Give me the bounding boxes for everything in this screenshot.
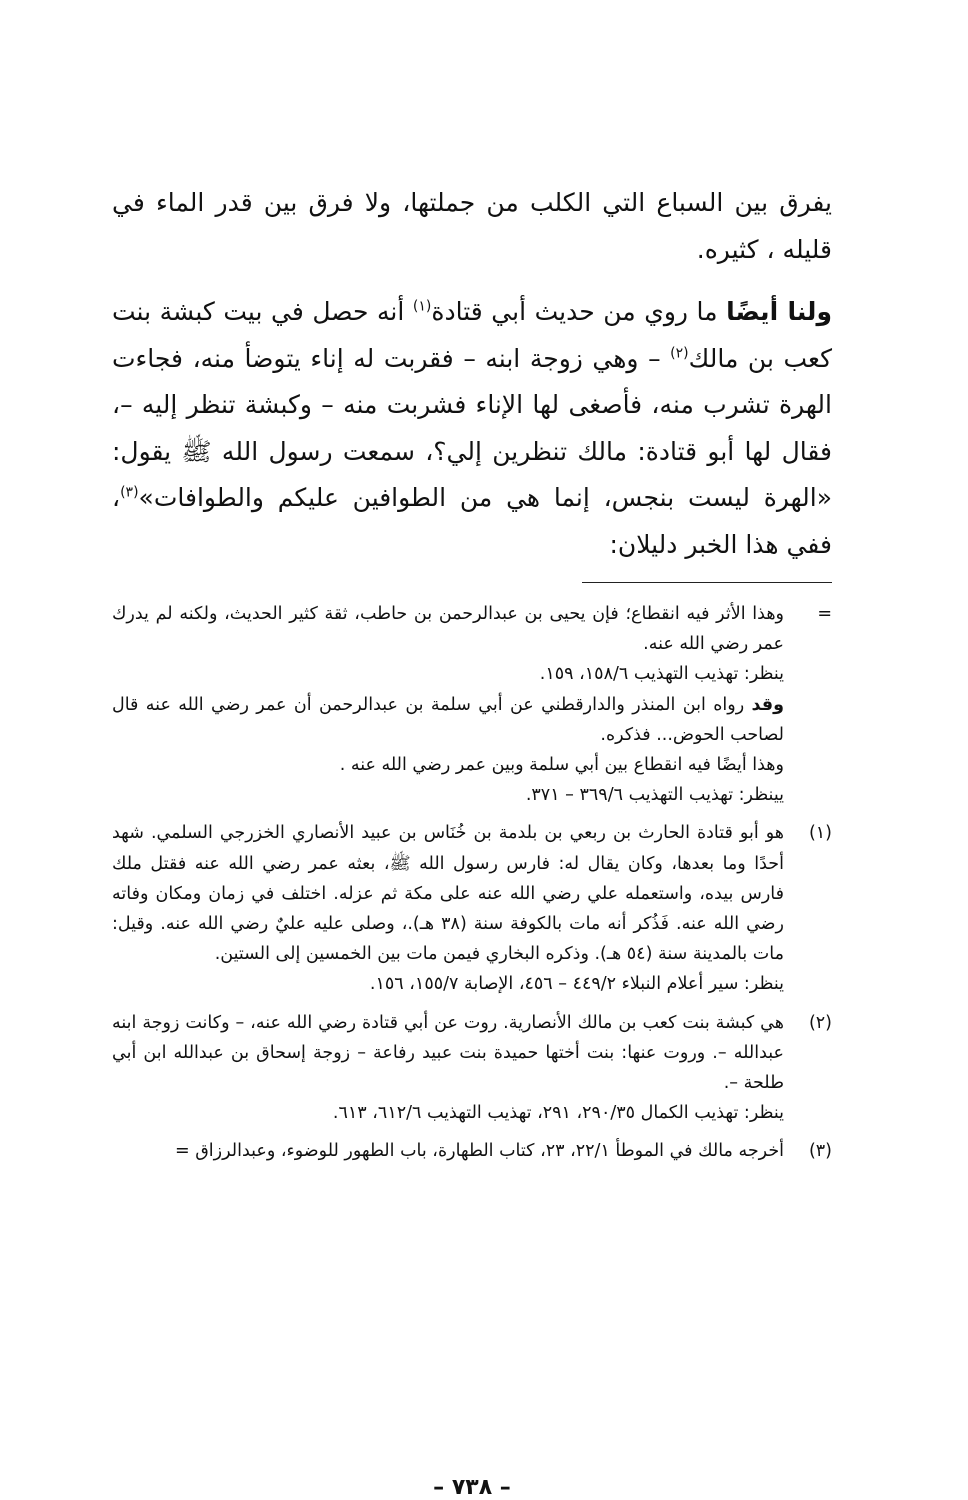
footnotes: [112, 599, 832, 1167]
footnote-3-marker: (٣): [808, 1141, 832, 1162]
footnote-2-marker: (٢): [808, 1012, 832, 1033]
footnote-continued-line-5: يينظر: تهذيب التهذيب ٣٦٩/٦ – ٣٧١.: [525, 785, 784, 806]
footnote-continued-line-3-lead: وقد: [751, 694, 784, 715]
footnote-continued-line-4: وهذا أيضًا فيه انقطاع بين أبي سلمة وبين عمر رضي الله عنه .: [339, 755, 784, 776]
footnote-continued-line-3-text: رواه ابن المنذر والدارقطني عن أبي سلمة بن عبدالرحمن أن عمر رضي الله عنه قال لصاحب الحوض... فذكره.: [112, 694, 784, 745]
main-text: [112, 180, 832, 568]
paragraph-2-part-c: – وهي زوجة ابنه – فقربت له إناء يتوضأ منه، فجاءت الهرة تشرب منه، فأصغى لها الإناء فشربت منه – وكبشة تنظر إليه –، فقال لها أبو قتادة: مالك تنظرين إلي؟، سمعت رسول الله ﷺ يقول: «الهرة ليست بنجس، إنما هي من الطوافين عليكم والطوافات»: [112, 343, 832, 512]
footnote-1-reference: ينظر: سير أعلام النبلاء ٤٤٩/٢ – ٤٥٦، الإصابة ١٥٥/٧، ١٥٦.: [369, 974, 784, 995]
footnote-1-text: هو أبو قتادة الحارث بن ربعي بن بلدمة بن خُنَاس بن عبيد الأنصاري الخزرجي السلمي. شهد أحدًا وما بعدها، وكان يقال له: فارس رسول الله ﷺ، بعثه عمر رضي الله عنه فقتل ملك فارس بيده، واستعمله علي رضي الله عنه على مكة ثم عزله. اختلف في زمان ومكان وفاته رضي الله عنه. فَذُكر أنه مات بالكوفة سنة (٣٨ هـ).، وصلى عليه عليٌ رضي الله عنه. وقيل: مات بالمدينة سنة (٥٤ هـ). وذكره البخاري فيمن مات بين الخمسين إلى الستين.: [112, 823, 784, 965]
footnote-continued-line-3: [112, 690, 784, 750]
footnote-separator: [582, 582, 832, 583]
footnote-continued: [112, 599, 832, 810]
footnote-continued-marker: =: [817, 604, 832, 624]
paragraph-2: [112, 289, 832, 568]
footnote-3-text: أخرجه مالك في الموطأ ٢٢/١، ٢٣، كتاب الطهارة، باب الطهور للوضوء، وعبدالرزاق =: [175, 1141, 784, 1162]
footnote-continued-body: [112, 599, 784, 810]
paragraph-1: يفرق بين السباع التي الكلب من جملتها، ولا فرق بين قدر الماء في قليله ، كثيره.: [112, 188, 832, 264]
page-number: – ٧٣٨ –: [433, 1475, 511, 1500]
footnote-3: [112, 1136, 832, 1166]
footnote-2-text: هي كبشة بنت كعب بن مالك الأنصارية. روت عن أبي قتادة رضي الله عنه، – وكانت زوجة ابنه عبدالله –. وروت عنها: بنت أختها حميدة بنت عبيد رفاعة – زوجة إسحاق بن عبدالله ابن أبي طلحة –.: [112, 1012, 784, 1094]
paragraph-2-part-d: ، ففي هذا الخبر دليلان:: [112, 483, 832, 559]
footnote-2: [112, 1008, 832, 1129]
footnote-1: [112, 818, 832, 999]
footnote-continued-line-1: وهذا الأثر فيه انقطاع؛ فإن يحيى بن عبدالرحمن بن حاطب، ثقة كثير الحديث، ولكنه لم يدرك عمر رضي الله عنه.: [112, 604, 784, 655]
paragraph-2-part-a: ما روي من حديث أبي قتادة: [431, 297, 727, 326]
footnote-ref-2[interactable]: (٢): [670, 345, 689, 362]
footnote-ref-3[interactable]: (٣): [120, 484, 139, 501]
footnote-3-body: [112, 1136, 784, 1166]
footnote-continued-line-2: ينظر: تهذيب التهذيب ١٥٨/٦، ١٥٩.: [539, 664, 784, 685]
footnote-1-body: [112, 818, 784, 999]
paragraph-2-part-b: أنه حصل في بيت كبشة بنت كعب بن مالك: [112, 297, 832, 373]
paragraph-2-lead: ولنا أيضًا: [726, 297, 832, 326]
footnote-2-reference: ينظر: تهذيب الكمال ٢٩٠/٣٥، ٢٩١، تهذيب التهذيب ٦١٢/٦، ٦١٣.: [332, 1103, 784, 1124]
book-page: [112, 180, 832, 1500]
footnote-1-marker: (١): [808, 823, 832, 844]
footnote-2-body: [112, 1008, 784, 1129]
footnote-ref-1[interactable]: (١): [412, 298, 432, 315]
